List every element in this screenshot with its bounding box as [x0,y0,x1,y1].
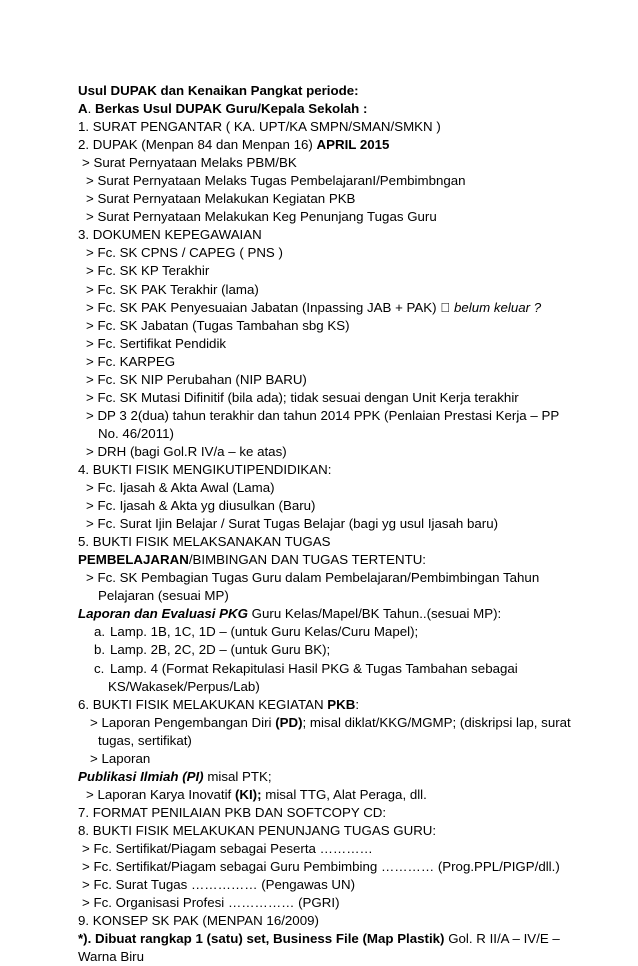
doc-line-item-3-j [78,407,626,425]
text-segment: Lamp. 4 (Format Rekapitulasi Hasil PKG & Tugas Tambahan sebagai [110,660,518,676]
doc-line-item-6-a-cont [78,732,626,750]
text-segment: > Fc. SK NIP Perubahan (NIP BARU) [86,371,307,387]
text-segment: > Surat Pernyataan Melakukan Keg Penunjang Tugas Guru [86,209,437,225]
text-segment: misal PTK; [203,768,272,784]
doc-line-item-7 [78,804,626,822]
doc-line-pkg-a [78,623,626,641]
doc-line-item-6-a [78,714,626,732]
text-segment: > Fc. Ijasah & Akta yg diusulkan (Baru) [86,498,316,514]
text-segment: Usul DUPAK dan Kenaikan Pangkat periode: [78,83,359,98]
text-segment: 5. BUKTI FISIK MELAKSANAKAN TUGAS [78,534,331,550]
text-segment: > Surat Pernyataan Melakukan Kegiatan PKB [86,191,356,207]
text-segment: misal TTG, Alat Peraga, dll. [261,786,427,802]
text-segment: > Fc. Organisasi Profesi …………… (PGRI) [82,895,340,911]
text-segment: > Laporan [90,750,151,766]
text-segment: tugas, sertifikat) [98,732,192,748]
text-segment: > Laporan Pengembangan Diri [90,714,276,730]
text-segment: > Fc. SK PAK Terakhir (lama) [86,281,259,297]
text-segment: > Fc. Surat Tugas …………… (Pengawas UN) [82,877,356,893]
text-segment: Lamp. 1B, 1C, 1D – (untuk Guru Kelas/Curu Mapel); [110,624,419,640]
text-segment: Guru Kelas/Mapel/BK Tahun..(sesuai MP): [247,606,502,622]
text-segment: > Fc. SK Mutasi Difinitif (bila ada); tidak sesuai dengan Unit Kerja terakhir [86,389,519,405]
doc-line-item-3-k [78,443,626,461]
text-segment: > Fc. SK KP Terakhir [86,263,210,279]
text-segment: KS/Wakasek/Perpus/Lab) [108,678,260,694]
doc-line-pkg-c-cont [78,678,626,696]
doc-line-item-4-b [78,497,626,515]
text-segment: > Fc. KARPEG [86,353,176,369]
text-segment: 9. KONSEP SK PAK (MENPAN 16/2009) [78,913,319,929]
text-segment: (PD) [275,714,303,730]
doc-line-item-4-c [78,515,626,533]
text-segment: > Fc. Surat Ijin Belajar / Surat Tugas Belajar (bagi yg usul Ijasah baru) [86,516,499,532]
doc-line-item-2-d [78,208,626,226]
doc-line-section-a [78,100,626,118]
text-segment: > Fc. Sertifikat/Piagam sebagai Peserta ………… [82,840,373,856]
doc-line-item-4-a [78,479,626,497]
text-segment: ; misal diklat/KKG/MGMP; (diskripsi lap, surat [302,714,571,730]
doc-line-item-5-a-cont [78,587,626,605]
doc-line-item-8-b [78,858,626,876]
text-segment: > Fc. SK PAK Penyesuaian Jabatan (Inpassing JAB + PAK) [86,299,441,315]
text-segment: No. 46/2011) [98,425,174,441]
text-segment: Publikasi Ilmiah (PI) [78,768,204,784]
doc-line-note-cont [78,948,626,966]
doc-line-item-6-c [78,786,626,804]
doc-line-item-5 [78,533,626,551]
text-segment: > Fc. SK Jabatan (Tugas Tambahan sbg KS) [86,317,350,333]
doc-line-item-6-pi [78,768,626,786]
text-segment: . [87,101,95,117]
doc-line-item-3-b [78,262,626,280]
doc-line-item-2-c [78,190,626,208]
doc-line-item-3-c [78,281,626,299]
doc-line-item-3-g [78,353,626,371]
text-segment: Gol. R II/A – IV/E – [444,931,560,947]
doc-line-item-8 [78,822,626,840]
doc-line-item-3-d [78,299,626,317]
text-segment: > Surat Pernyataan Melaks PBM/BK [82,155,297,171]
doc-line-item-5-a [78,569,626,587]
doc-line-item-3-i [78,389,626,407]
text-segment: : [355,696,360,712]
text-segment: (KI); [234,786,262,802]
list-marker: c. [94,660,105,676]
text-segment: Laporan dan Evaluasi PKG [78,606,248,622]
list-marker: a. [94,624,106,640]
text-segment: 7. FORMAT PENILAIAN PKB DAN SOFTCOPY CD: [78,804,387,820]
text-segment: Warna Biru [78,949,145,965]
text-segment: Lamp. 2B, 2C, 2D – (untuk Guru BK); [110,642,331,658]
text-segment: Berkas Usul DUPAK Guru/Kepala Sekolah : [95,101,368,117]
doc-line-item-1 [78,118,626,136]
doc-line-note [78,930,626,948]
text-segment: > Surat Pernyataan Melaks Tugas PembelajaranI/Pembimbngan [86,173,466,189]
doc-line-pkg-b [78,641,626,659]
doc-line-item-8-a [78,840,626,858]
text-segment: 1. SURAT PENGANTAR ( KA. UPT/KA SMPN/SMAN/SMKN ) [78,119,441,135]
doc-line-title [78,82,626,100]
doc-line-pkg-c [78,660,626,678]
text-segment: PKB [327,696,356,712]
doc-line-item-3-f [78,335,626,353]
text-segment: 6. BUKTI FISIK MELAKUKAN KEGIATAN [78,696,328,712]
text-segment: *). Dibuat rangkap 1 (satu) set, Business File (Map Plastik) [78,931,445,947]
text-segment: > Fc. Sertifikat Pendidik [86,335,227,351]
doc-line-item-8-d [78,894,626,912]
text-segment: > Fc. SK CPNS / CAPEG ( PNS ) [86,245,283,261]
doc-line-item-6-b [78,750,626,768]
doc-line-item-3-h [78,371,626,389]
text-segment: > Laporan Karya Inovatif [86,786,235,802]
doc-line-item-4 [78,461,626,479]
doc-line-item-8-c [78,876,626,894]
doc-line-item-3 [78,226,626,244]
doc-line-item-3-e [78,317,626,335]
text-segment: belum keluar ? [440,299,528,315]
document-body [78,82,626,966]
doc-line-item-2-b [78,172,626,190]
text-segment: 3. DOKUMEN KEPEGAWAIAN [78,227,262,243]
text-segment: PEMBELAJARAN [78,552,189,568]
doc-line-item-3-j-cont [78,425,626,443]
text-segment: > Fc. Sertifikat/Piagam sebagai Guru Pembimbing ………… (Prog.PPL/PIGP/dll.) [82,859,560,875]
text-segment: /BIMBINGAN DAN TUGAS TERTENTU: [188,552,426,568]
text-segment: 4. BUKTI FISIK MENGIKUTIPENDIDIKAN: [78,461,332,477]
text-segment: APRIL 2015 [316,137,390,153]
text-segment: 8. BUKTI FISIK MELAKUKAN PENUNJANG TUGAS GURU: [78,822,437,838]
text-segment: > Fc. Ijasah & Akta Awal (Lama) [86,480,275,496]
list-marker: b. [94,642,106,658]
doc-line-item-3-a [78,244,626,262]
text-segment: > DRH (bagi Gol.R IV/a – ke atas) [86,443,287,459]
doc-line-pkg-heading [78,605,626,623]
doc-line-item-9 [78,912,626,930]
text-segment: > Fc. SK Pembagian Tugas Guru dalam Pembelajaran/Pembimbingan Tahun [86,570,540,586]
text-segment: 2. DUPAK (Menpan 84 dan Menpan 16) [78,137,317,153]
doc-line-item-6 [78,696,626,714]
doc-line-item-2 [78,136,626,154]
doc-line-item-5-cont [78,551,626,569]
text-segment: Pelajaran (sesuai MP) [98,588,229,604]
text-segment: A [78,101,88,117]
text-segment: > DP 3 2(dua) tahun terakhir dan tahun 2014 PPK (Penlaian Prestasi Kerja – PP [86,407,560,423]
doc-line-item-2-a [78,154,626,172]
